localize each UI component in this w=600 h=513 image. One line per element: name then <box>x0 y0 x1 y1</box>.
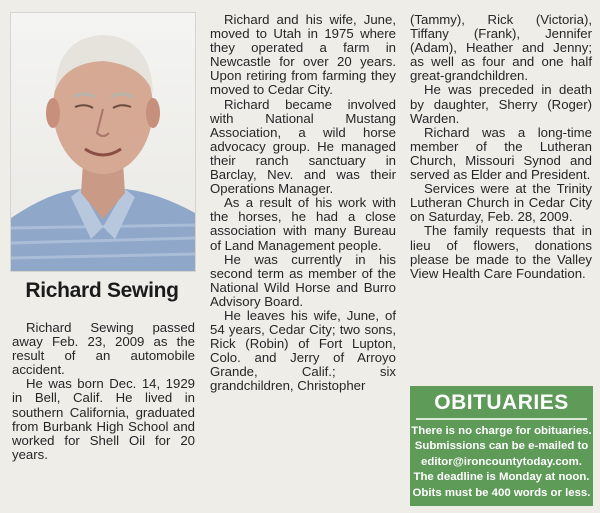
box-divider <box>416 418 587 420</box>
paragraph: Richard and his wife, June, moved to Utah in 1975 where they operated a farm in Newcastle for over 20 years. Upon retiring from farming they moved to Cedar City. <box>210 12 396 98</box>
paragraph: Richard Sewing passed away Feb. 23, 2009 as the result of an automobile accident. <box>12 320 195 378</box>
paragraph: As a result of his work with the horses, he had a close association with many Bureau of Land Management people. <box>210 195 396 253</box>
box-line: The deadline is Monday at noon. <box>413 471 590 484</box>
paragraph: Richard became involved with National Mustang Association, a wild horse advocacy group. He managed their ranch sanctuary in Barclay, Nev. and was their Operations Manager. <box>210 96 396 197</box>
paragraph: He leaves his wife, June, of 54 years, Cedar City; two sons, Rick (Robin) of Fort Lupton, Colo. and Jerry of Arroyo Grande, Calif.; six grandchildren, Christopher <box>210 307 396 394</box>
paragraph-continued: (Tammy), Rick (Victoria), Tiffany (Frank), Jennifer (Adam), Heather and Jenny; as well as four and one half great-grandchildren. <box>410 12 592 84</box>
paragraph: He was preceded in death by daughter, Sherry (Roger) Warden. <box>410 82 592 126</box>
column-3 <box>410 13 592 281</box>
paragraph: The family requests that in lieu of flowers, donations please be made to the Valley View Health Care Foundation. <box>410 223 592 281</box>
box-line: Submissions can be e-mailed to <box>414 440 589 453</box>
box-title: OBITUARIES <box>434 391 569 414</box>
paragraph: He was born Dec. 14, 1929 in Bell, Calif. He lived in southern California, graduated from Burbank High School and worked for Shell Oil for 20 years. <box>12 376 195 462</box>
box-line: Obits must be 400 words or less. <box>412 486 591 499</box>
box-line: There is no charge for obituaries. <box>411 425 592 437</box>
column-2 <box>210 13 396 394</box>
paragraph: Richard was a long-time member of the Lutheran Church, Missouri Synod and served as Elder and President. <box>410 124 592 183</box>
deceased-name: Richard Sewing <box>25 279 179 302</box>
column-1 <box>12 321 195 462</box>
paragraph: Services were at the Trinity Lutheran Church in Cedar City on Saturday, Feb. 28, 2009. <box>410 181 592 225</box>
portrait-photo <box>10 12 196 272</box>
paragraph: He was currently in his second term as member of the National Wild Horse and Burro Advisory Board. <box>210 251 396 309</box>
obituaries-info-box <box>410 386 593 506</box>
box-line: editor@ironcountytoday.com. <box>421 455 582 468</box>
